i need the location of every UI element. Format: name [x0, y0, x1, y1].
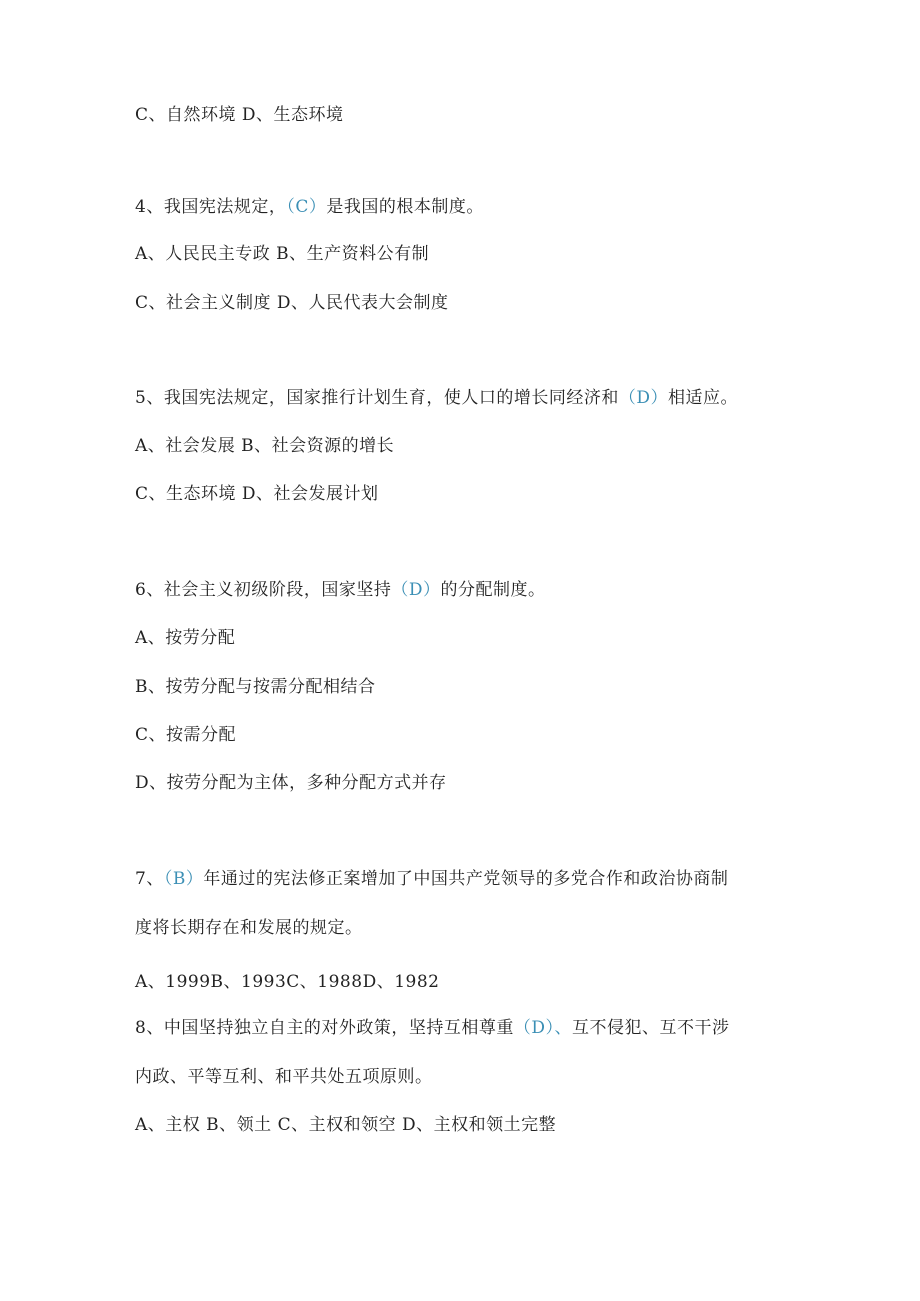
- option-text: C、社会主义制度 D、人民代表大会制度: [135, 293, 449, 313]
- answer-mark: （D）、: [513, 1018, 572, 1038]
- q8-stem-line-2: [135, 1065, 433, 1089]
- option-text: A、主权 B、领土 C、主权和领空 D、主权和领土完整: [135, 1115, 557, 1135]
- option-text: A、社会发展 B、社会资源的增长: [135, 436, 395, 456]
- q8-stem-line-1: [135, 1016, 729, 1040]
- q4-stem: [135, 195, 484, 219]
- option-text: C、按需分配: [135, 725, 237, 745]
- question-text: 4、我国宪法规定，: [135, 197, 287, 217]
- q3-options-cd: [135, 103, 344, 127]
- q6-option-d: [135, 771, 447, 795]
- option-text: A、按劳分配: [135, 628, 236, 648]
- q6-stem: [135, 578, 545, 602]
- question-text: 8、中国坚持独立自主的对外政策，坚持互相尊重: [135, 1018, 514, 1038]
- question-text: 6、社会主义初级阶段，国家坚持: [135, 580, 392, 600]
- question-text: 7、: [135, 869, 164, 889]
- question-text: 是我国的根本制度。: [326, 197, 484, 217]
- answer-mark: （C）: [286, 197, 327, 217]
- q5-options-ab: [135, 434, 394, 458]
- question-text: 5、我国宪法规定，国家推行计划生育，使人口的增长同经济和: [135, 388, 619, 408]
- q8-options: [135, 1113, 556, 1137]
- question-text: 年通过的宪法修正案增加了中国共产党领导的多党合作和政治协商制: [203, 869, 729, 889]
- q6-option-a: [135, 626, 235, 650]
- question-text: 互不侵犯、互不干涉: [571, 1018, 730, 1038]
- q6-option-c: [135, 723, 236, 747]
- question-text: 相适应。: [667, 388, 738, 408]
- question-text: 内政、平等互利、和平共处五项原则。: [135, 1067, 433, 1087]
- option-text: A、人民民主专政 B、生产资料公有制: [135, 244, 430, 264]
- q7-options: [135, 970, 439, 994]
- option-text: D、按劳分配为主体，多种分配方式并存: [135, 773, 447, 793]
- q6-option-b: [135, 675, 376, 699]
- option-text: B、按劳分配与按需分配相结合: [135, 677, 376, 697]
- option-text: C、自然环境 D、生态环境: [135, 105, 344, 125]
- q7-stem-line-1: [135, 867, 728, 891]
- q7-stem-line-2: [135, 916, 363, 940]
- q5-stem: [135, 386, 738, 410]
- option-text: C、生态环境 D、社会发展计划: [135, 484, 379, 504]
- question-text: 度将长期存在和发展的规定。: [135, 918, 363, 938]
- question-text: 的分配制度。: [440, 580, 546, 600]
- option-text: A、1999B、1993C、1988D、1982: [135, 972, 440, 992]
- answer-mark: （B）: [163, 869, 204, 889]
- q4-options-ab: [135, 242, 429, 266]
- q5-options-cd: [135, 482, 379, 506]
- answer-mark: （D）: [391, 580, 441, 600]
- q4-options-cd: [135, 291, 449, 315]
- answer-mark: （D）: [618, 388, 668, 408]
